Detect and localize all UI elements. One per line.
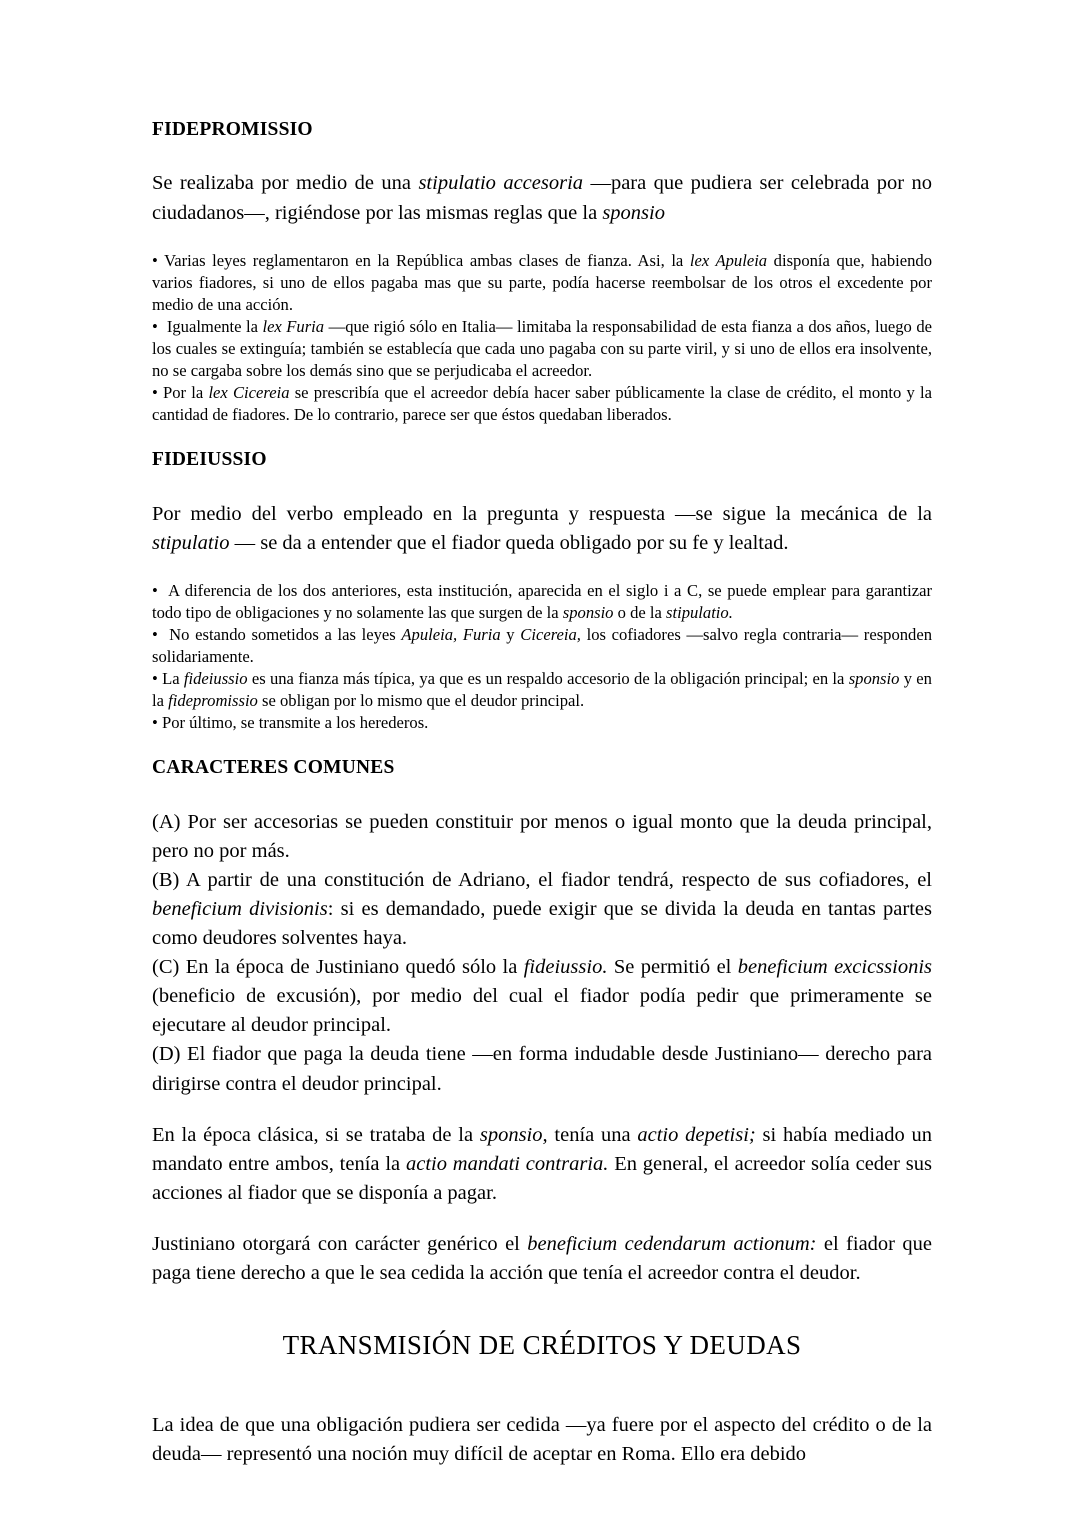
paragraph-item-d: (D) El fiador que paga la deuda tiene —en forma indudable desde Justiniano— derecho para dirigirse contra el deudor principal. — [152, 1043, 932, 1095]
heading-fidepromissio: FIDEPROMISSIO — [152, 119, 313, 140]
heading-caracteres-comunes: CARACTERES COMUNES — [152, 757, 395, 779]
list-item — [152, 624, 932, 668]
spacer — [152, 734, 932, 756]
spacer — [152, 1099, 932, 1121]
list-item — [152, 580, 932, 624]
bullet-icon: • — [152, 668, 158, 688]
spacer — [152, 780, 932, 808]
list-item-text: No estando sometidos a las leyes Apuleia, Furia y Cicereia, los cofiadores —salvo regla contraria— responden solidariamente. — [152, 624, 933, 666]
bullet-icon: • — [152, 382, 158, 402]
spacer — [152, 228, 932, 250]
paragraph-item-a: (A) Por ser accesorias se pueden constituir por menos o igual monto que la deuda principal, pero no por más. — [152, 810, 932, 862]
paragraph-closing: La idea de que una obligación pudiera ser cedida —ya fuere por el aspecto del crédito o de la deuda— representó una noción muy difícil de aceptar en Roma. Ello era debido — [152, 1414, 932, 1466]
document-content — [152, 118, 932, 1470]
bullet-icon: • — [152, 316, 158, 336]
list-item — [152, 668, 932, 712]
paragraph-fideiussio-intro: Por medio del verbo empleado en la pregunta y respuesta —se sigue la mecánica de la stipulatio — se da a entender que el fiador queda obligado por su fe y lealtad. — [152, 502, 932, 554]
spacer — [152, 141, 932, 169]
list-item — [152, 316, 932, 382]
paragraph-justiniano: Justiniano otorgará con carácter genérico el beneficium cedendarum actionum: el fiador que paga tiene derecho a que le sea cedida la acción que tenía el acreedor contra el deudor. — [152, 1232, 933, 1285]
list-item-text: La fideiussio es una fianza más típica, ya que es un respaldo accesorio de la obligación principal; en la sponsio y en la fidepromissio se obligan por lo mismo que el deudor principal. — [152, 668, 932, 711]
list-item-text: Por la lex Cicereia se prescribía que el acreedor debía hacer saber públicamente la clase de crédito, el monto y la cantidad de fiadores. De lo contrario, parece ser que éstos quedaban liberados. — [152, 382, 933, 425]
paragraph-epoca-clasica: En la época clásica, si se trataba de la sponsio, tenía una actio depetisi; si había mediado un mandato entre ambos, tenía la actio mandati contraria. En general, el acreedor solía ceder sus acciones al fiador que se disponía a pagar. — [152, 1123, 932, 1204]
page-title: TRANSMISIÓN DE CRÉDITOS Y DEUDAS — [282, 1330, 802, 1361]
list-item-text: Por último, se transmite a los herederos. — [161, 713, 429, 733]
list-item — [152, 712, 932, 734]
paragraph-item-c: (C) En la época de Justiniano quedó sólo la fideiussio. Se permitió el beneficium excicssionis (beneficio de excusión), por medio del cual el fiador podía pedir que primeramente se ejecutare al deudor principal. — [152, 956, 932, 1037]
spacer — [152, 426, 932, 448]
bullet-icon: • — [152, 713, 158, 733]
heading-fideiussio: FIDEIUSSIO — [152, 449, 267, 471]
paragraph-item-b: (B) A partir de una constitución de Adriano, el fiador tendrá, respecto de sus cofiadores, el beneficium divisionis: si es demandado, puede exigir que se divida la deuda en tantas partes como deudores solventes haya. — [152, 868, 932, 949]
list-item — [152, 250, 932, 316]
bullet-icon: • — [152, 250, 158, 270]
list-item-text: A diferencia de los dos anteriores, esta institución, aparecida en el siglo i a C, se puede emplear para garantizar todo tipo de obligaciones y no solamente las que surgen de la sponsio o de la stipulatio. — [152, 580, 932, 622]
bullet-list-fidepromissio — [152, 250, 932, 427]
list-item — [152, 382, 932, 426]
bullet-icon: • — [152, 624, 158, 644]
spacer — [152, 472, 932, 500]
bullet-list-fideiussio — [152, 580, 932, 734]
spacer — [152, 558, 932, 580]
spacer — [152, 1363, 932, 1411]
spacer — [152, 1208, 932, 1230]
bullet-icon: • — [152, 580, 158, 600]
paragraph-fidepromissio-intro: Se realizaba por medio de una stipulatio accesoria —para que pudiera ser celebrada por no ciudadanos—, rigiéndose por las mismas reglas que la sponsio — [152, 172, 933, 224]
spacer — [152, 1288, 932, 1328]
list-item-text: Igualmente la lex Furia —que rigió sólo en Italia— limitaba la responsabilidad de esta fianza a dos años, luego de los cuales se extinguía; también se establecía que cada uno pagaba con su parte viril, y si uno de ellos era insolvente, no se cargaba sobre los demás sino que se perjudicaba el acreedor. — [152, 316, 932, 380]
list-item-text: Varias leyes reglamentaron en la República ambas clases de fianza. Asi, la lex Apuleia disponía que, habiendo varios fiadores, si uno de ellos pagaba mas que su parte, podía hacerse reembolsar de los otros el excedente por medio de una acción. — [152, 250, 932, 314]
